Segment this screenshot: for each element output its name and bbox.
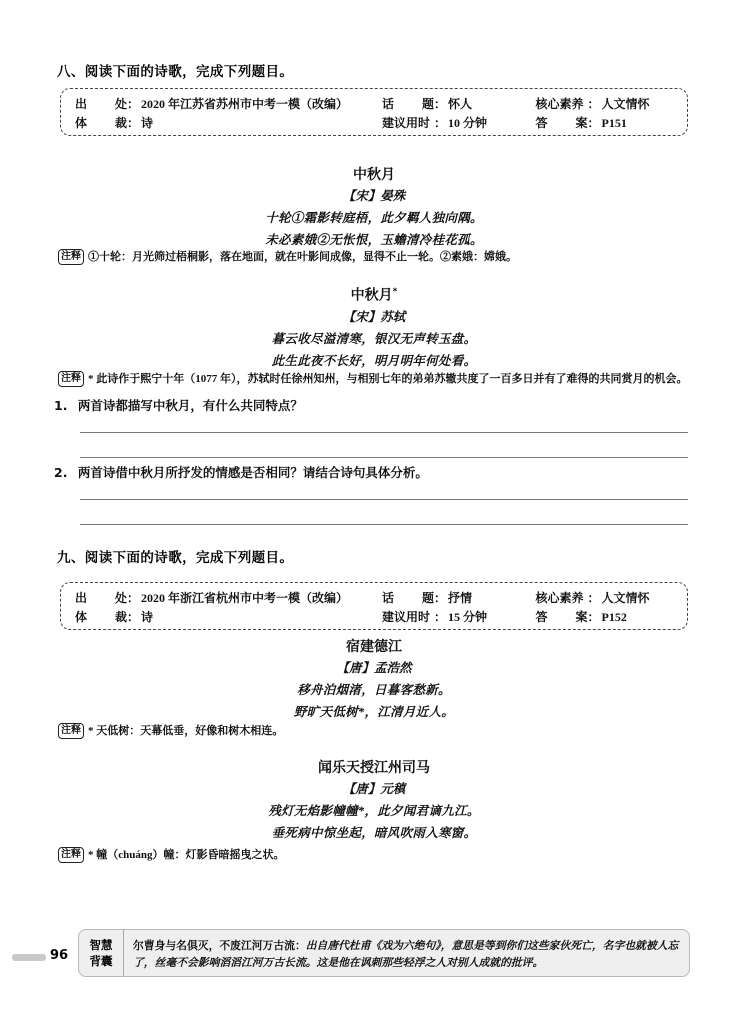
- info-time-label: 建议用时: [381, 116, 430, 130]
- annotation-tag: 注释: [58, 847, 84, 863]
- poem-zhongqiuyue-sushi: [60, 281, 688, 372]
- poem-line: 暮云收尽溢清寒，银汉无声转玉盘。: [271, 331, 477, 346]
- poem-author: 【唐】孟浩然: [336, 661, 412, 675]
- info-box-nine: [60, 582, 688, 630]
- info-answer-label: 答 案: [535, 610, 588, 624]
- question-text: 两首诗都描写中秋月，有什么共同特点？: [77, 398, 303, 413]
- info-genre-value: 诗: [141, 116, 154, 130]
- poem-author: 【宋】苏轼: [342, 309, 406, 324]
- info-literacy: [535, 589, 675, 608]
- info-topic-label: 话 题: [381, 97, 434, 111]
- colon: ：: [433, 97, 446, 111]
- info-box-eight: [60, 88, 688, 136]
- info-source-value: 2020 年江苏省苏州市中考一模（改编）: [141, 97, 349, 111]
- info-topic-label: 话 题: [381, 591, 434, 605]
- answer-line[interactable]: [80, 457, 688, 458]
- info-genre: [75, 608, 382, 627]
- info-source: [75, 95, 382, 114]
- info-answer: [535, 608, 675, 627]
- wisdom-tag-line1: 智慧: [89, 938, 113, 952]
- poem-title: [60, 281, 688, 307]
- page-number: 96: [50, 948, 69, 963]
- wisdom-explanation: 出自唐代杜甫《戏为六绝句》，意思是等到你们这些家伙死亡，名字也就被人忘了，丝毫不会影响滔滔江河万古长流。这是他在讽刺那些轻浮之人对别人成就的批评。: [133, 940, 679, 969]
- question-text: 两首诗借中秋月所抒发的情感是否相同？请结合诗句具体分析。: [77, 465, 428, 480]
- poem-title: [60, 757, 688, 779]
- answer-line[interactable]: [80, 524, 688, 525]
- wisdom-tag-line2: 背囊: [89, 954, 113, 968]
- info-genre-label: 体 裁: [75, 116, 127, 130]
- info-topic: [382, 589, 535, 608]
- poem-author: 【唐】元稹: [342, 782, 406, 796]
- annotation-block: [58, 249, 690, 265]
- info-literacy-label: 核心素养: [535, 591, 584, 605]
- poem-line: 未必素娥②无怅恨，玉蟾清冷桂花孤。: [265, 233, 483, 247]
- wisdom-tag: [79, 930, 124, 976]
- info-literacy-value: 人文情怀: [601, 97, 650, 111]
- poem-line: 十轮①霜影转庭梧，此夕羁人独向隅。: [265, 211, 483, 225]
- info-answer-value: P152: [601, 610, 627, 624]
- info-genre-value: 诗: [141, 610, 154, 624]
- poem-wenletian: [60, 757, 688, 844]
- info-genre-label: 体 裁: [75, 610, 127, 624]
- annotation-block: [58, 371, 696, 387]
- question-item: [54, 397, 694, 415]
- info-row-first: [75, 95, 675, 114]
- poem-title: [60, 636, 688, 658]
- colon: ：: [127, 97, 140, 111]
- colon: ：: [433, 610, 446, 624]
- annotation-text: ①十轮：月光筛过梧桐影，落在地面，就在叶影间成像，显得不止一轮。②素娥：嫦娥。: [88, 251, 517, 263]
- answer-line[interactable]: [80, 432, 688, 433]
- poem-title-text: 闻乐天授江州司马: [318, 760, 430, 776]
- colon: ：: [587, 116, 600, 130]
- colon: ：: [433, 116, 446, 130]
- info-answer-label: 答 案: [535, 116, 588, 130]
- info-literacy-label: 核心素养: [535, 97, 584, 111]
- info-row-second: [75, 608, 675, 627]
- question-number: 2.: [54, 465, 68, 480]
- info-literacy: [535, 95, 675, 114]
- annotation-tag: 注释: [58, 249, 84, 265]
- poem-line: 残灯无焰影幢幢*，此夕闻君谪九江。: [268, 804, 480, 818]
- annotation-block: [58, 723, 690, 739]
- info-topic-value: 怀人: [448, 97, 473, 111]
- info-topic-value: 抒情: [448, 591, 473, 605]
- poem-title-text: 宿建德江: [346, 639, 402, 655]
- info-time-value: 10 分钟: [448, 116, 488, 130]
- poem-title-text: 中秋月: [350, 287, 393, 304]
- poem-title: [60, 164, 688, 186]
- annotation-block: [58, 847, 690, 863]
- annotation-text: * 幢（chuáng）幢：灯影昏暗摇曳之状。: [88, 849, 285, 861]
- wisdom-lead: 尔曹身与名俱灭，不废江河万古流：: [133, 939, 306, 952]
- colon: ：: [433, 591, 446, 605]
- section-heading-eight: 八、阅读下面的诗歌，完成下列题目。: [57, 64, 294, 80]
- info-row-first: [75, 589, 675, 608]
- poem-author: 【宋】晏殊: [342, 189, 406, 203]
- poem-zhongqiuyue-yanshu: [60, 164, 688, 251]
- info-source: [75, 589, 382, 608]
- colon: ：: [587, 591, 600, 605]
- section-heading-nine: 九、阅读下面的诗歌，完成下列题目。: [57, 550, 294, 566]
- info-time: [382, 114, 535, 133]
- poem-line: 移舟泊烟渚，日暮客愁新。: [297, 683, 451, 697]
- info-genre: [75, 114, 382, 133]
- info-row-second: [75, 114, 675, 133]
- info-answer: [535, 114, 675, 133]
- annotation-text: * 此诗作于熙宁十年（1077 年），苏轼时任徐州知州，与相别七年的弟弟苏辙共度了一百多日并有了难得的共同赏月的机会。: [88, 373, 688, 385]
- colon: ：: [127, 610, 140, 624]
- annotation-tag: 注释: [58, 371, 84, 387]
- page-decoration-bar: [12, 954, 46, 961]
- info-time-label: 建议用时: [381, 610, 430, 624]
- answer-line[interactable]: [80, 499, 688, 500]
- question-item: [54, 464, 694, 482]
- poem-line: 野旷天低树*，江清月近人。: [293, 705, 455, 719]
- info-literacy-value: 人文情怀: [601, 591, 650, 605]
- question-number: 1.: [54, 398, 68, 413]
- info-source-label: 出 处: [75, 97, 127, 111]
- poem-title-mark: *: [392, 287, 398, 297]
- info-time: [382, 608, 535, 627]
- poem-line: 垂死病中惊坐起，暗风吹雨入寒窗。: [271, 826, 477, 840]
- info-source-label: 出 处: [75, 591, 127, 605]
- colon: ：: [127, 591, 140, 605]
- annotation-text: * 天低树：天幕低垂，好像和树木相连。: [88, 725, 284, 737]
- wisdom-box: [78, 929, 690, 977]
- info-answer-value: P151: [601, 116, 627, 130]
- wisdom-body: [124, 930, 689, 976]
- poem-line: 此生此夜不长好，明月明年何处看。: [271, 353, 477, 368]
- poem-title-text: 中秋月: [353, 167, 395, 183]
- info-topic: [382, 95, 535, 114]
- poem-sujiandejiang: [60, 636, 688, 723]
- info-source-value: 2020 年浙江省杭州市中考一模（改编）: [141, 591, 349, 605]
- colon: ：: [587, 97, 600, 111]
- colon: ：: [127, 116, 140, 130]
- colon: ：: [587, 610, 600, 624]
- info-time-value: 15 分钟: [448, 610, 488, 624]
- annotation-tag: 注释: [58, 723, 84, 739]
